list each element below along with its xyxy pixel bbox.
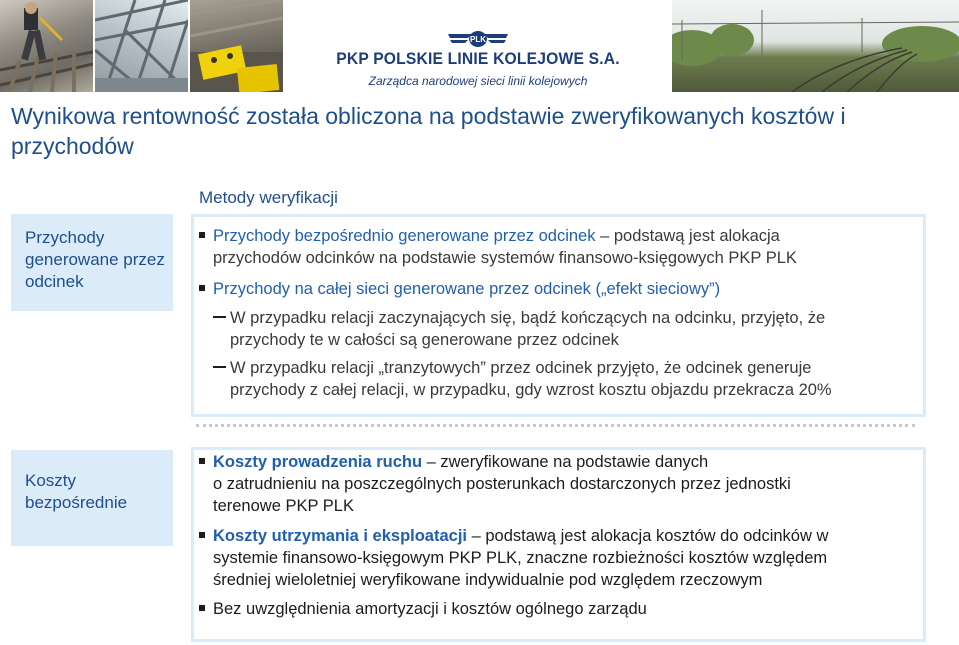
costs-line-1: [213, 452, 708, 474]
line-separator: –: [595, 227, 614, 245]
bullet-icon: [199, 605, 205, 611]
revenue-line-1: [213, 226, 780, 248]
revenue-line-2: [213, 248, 797, 270]
bullet-icon: [199, 232, 205, 238]
company-name: PKP POLSKIE LINIE KOLEJOWE S.A.: [336, 49, 620, 68]
header-banner: [0, 0, 959, 92]
line-text: przychody z całej relacji, w przypadku, gdy wzrost kosztu objazdu przekracza 20%: [230, 381, 832, 399]
section-label-costs: Koszty bezpośrednie: [11, 450, 173, 546]
line-highlight: Koszty utrzymania i eksploatacji: [213, 527, 468, 545]
line-highlight: Przychody bezpośrednio generowane przez odcinek: [213, 227, 596, 245]
costs-line-5: [213, 548, 827, 570]
line-text: Bez uwzględnienia amortyzacji i kosztów ogólnego zarządu: [213, 600, 647, 618]
line-separator: –: [422, 453, 441, 471]
logo-mark-text: PLK: [470, 35, 486, 44]
signal-equipment-photo: [190, 0, 283, 92]
page-title: Wynikowa rentowność została obliczona na podstawie zweryfikowanych kosztów i przychodów: [11, 103, 846, 159]
section-label-revenue: Przychody generowane przez odcinek: [11, 214, 173, 311]
railway-tracks-photo: [672, 0, 959, 92]
line-text: przychody te w całości są generowane przez odcinek: [230, 331, 619, 349]
line-text: średniej wieloletniej weryfikowane indywidualnie pod względem rzeczowym: [213, 571, 763, 589]
line-text: podstawą jest alokacja: [613, 227, 780, 245]
revenue-line-4: [230, 308, 825, 330]
track-worker-photo: [0, 0, 93, 92]
methods-heading: Metody weryfikacji: [199, 188, 338, 207]
costs-line-3: [213, 496, 354, 518]
revenue-line-5: [230, 330, 619, 352]
line-text: przychodów odcinków na podstawie systemów finansowo-księgowych PKP PLK: [213, 249, 797, 267]
line-text: terenowe PKP PLK: [213, 497, 354, 515]
line-text: W przypadku relacji zaczynających się, bądź kończących na odcinku, przyjęto, że: [230, 309, 826, 327]
costs-line-2: [213, 474, 791, 496]
bullet-icon: [199, 285, 205, 291]
winged-wheel-logo: [446, 28, 510, 50]
dash-icon: [213, 366, 226, 368]
company-logo: [286, 0, 670, 92]
line-separator: –: [467, 527, 486, 545]
line-text: o zatrudnieniu na poszczególnych posterunkach dostarczonych przez jednostki: [213, 475, 791, 493]
bullet-icon: [199, 532, 205, 538]
company-tagline: Zarządca narodowej sieci linii kolejowych: [368, 74, 588, 88]
bullet-icon: [199, 458, 205, 464]
costs-line-4: [213, 526, 828, 548]
revenue-line-7: [230, 380, 832, 402]
bridge-photo: [95, 0, 188, 92]
line-text: W przypadku relacji „tranzytowych” przez odcinek przyjęto, że odcinek generuje: [230, 359, 812, 377]
section-divider: [196, 424, 915, 427]
line-text: zweryfikowane na podstawie danych: [440, 453, 709, 471]
revenue-line-3: [213, 279, 720, 301]
revenue-line-6: [230, 358, 811, 380]
line-text: systemie finansowo-księgowym PKP PLK, znaczne rozbieżności kosztów względem: [213, 549, 828, 567]
dash-icon: [213, 316, 226, 318]
line-highlight: Przychody na całej sieci generowane przez odcinek („efekt sieciowy”): [213, 280, 721, 298]
line-text: podstawą jest alokacja kosztów do odcinków w: [485, 527, 829, 545]
line-highlight: Koszty prowadzenia ruchu: [213, 453, 423, 471]
costs-line-6: [213, 570, 762, 592]
costs-line-7: [213, 599, 647, 621]
